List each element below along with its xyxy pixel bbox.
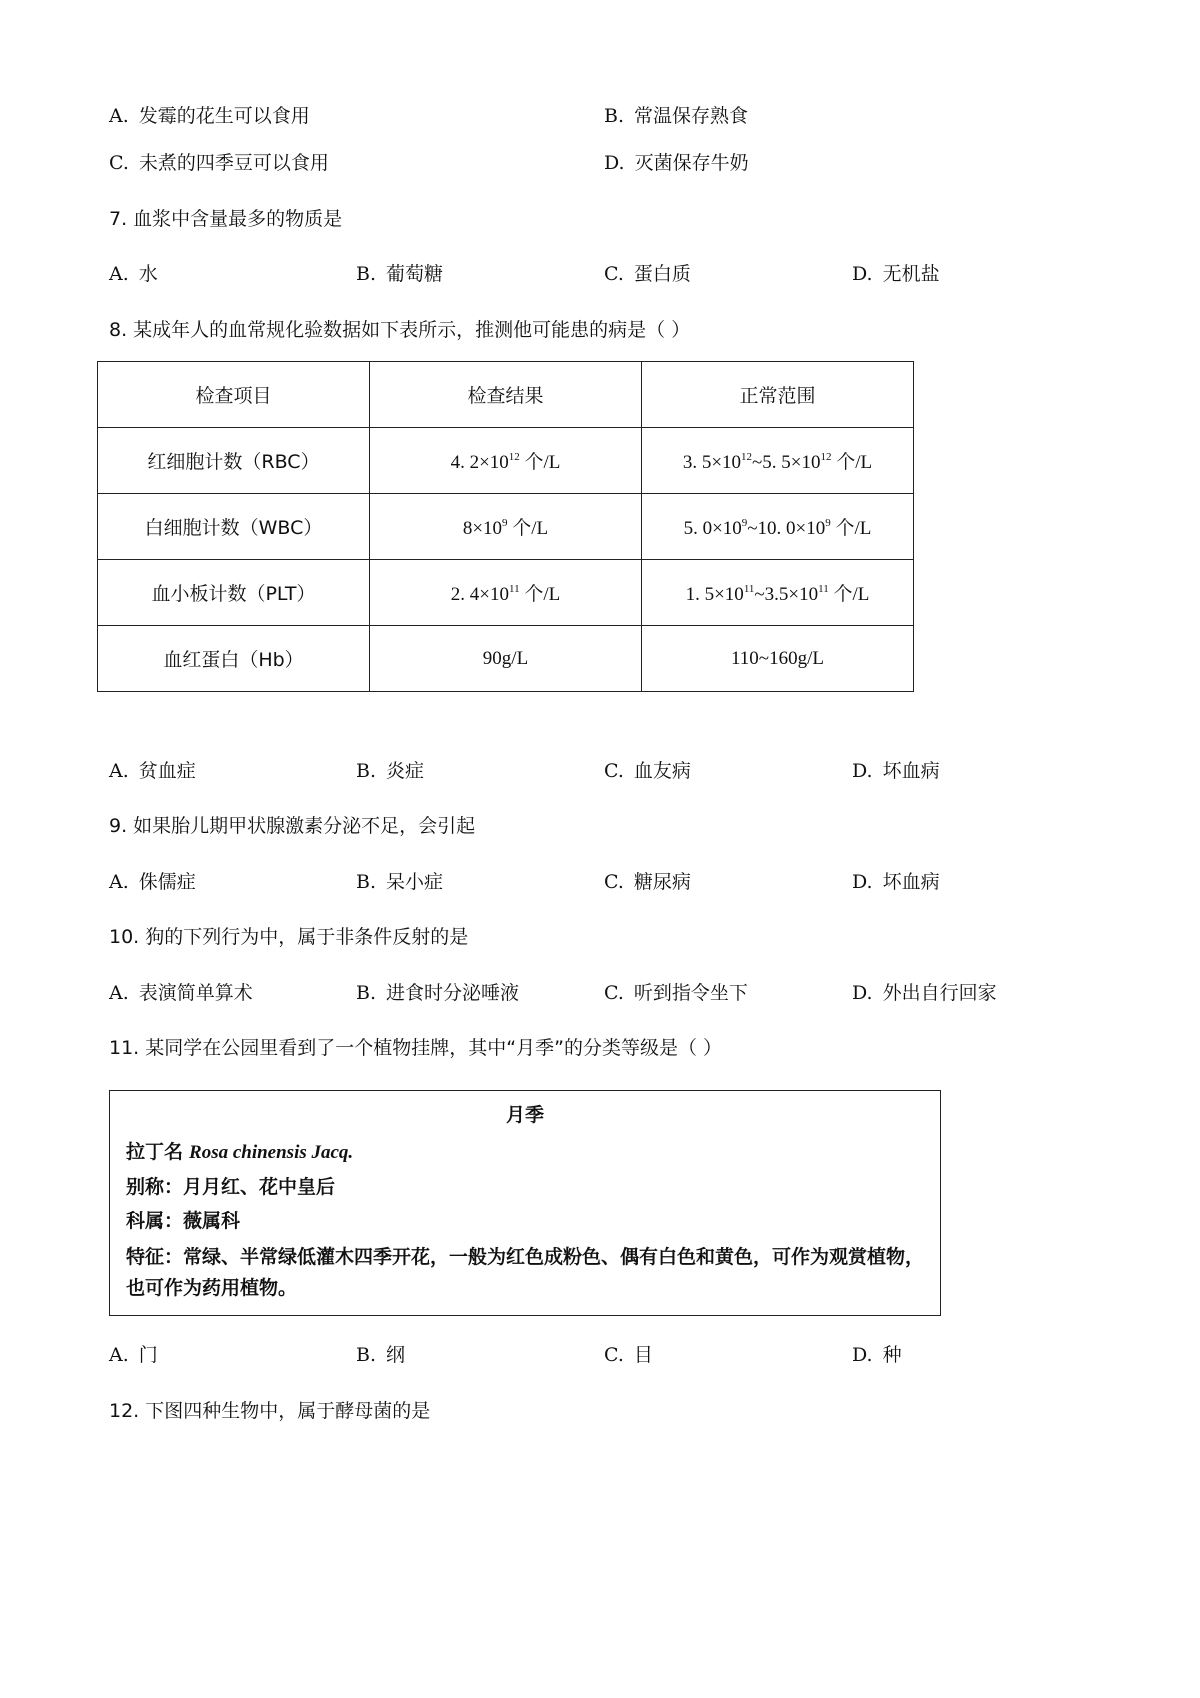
card-features: 特征：常绿、半常绿低灌木四季开花，一般为红色成粉色、偶有白色和黄色，可作为观赏植物，也可作为药用植物。	[126, 1246, 925, 1299]
q9-option-c	[604, 869, 691, 895]
q10-stem: 10. 狗的下列行为中，属于非条件反射的是	[109, 926, 469, 948]
card-family: 科属：薇属科	[126, 1210, 241, 1232]
q9-option-d	[852, 869, 940, 895]
option-letter: B.	[356, 760, 377, 782]
option-letter: C.	[109, 152, 129, 174]
q7-stem: 7. 血浆中含量最多的物质是	[109, 208, 343, 230]
q11-option-d	[852, 1342, 902, 1368]
card-title: 月季	[505, 1104, 544, 1126]
table-row	[98, 428, 914, 494]
q6-option-c	[109, 150, 329, 176]
option-letter: D.	[852, 760, 873, 782]
option-text: 侏儒症	[138, 871, 196, 893]
q8-option-c	[604, 758, 691, 784]
cell-item: 白细胞计数（WBC）	[98, 494, 370, 560]
option-text: 葡萄糖	[386, 263, 444, 285]
q11-option-b	[356, 1342, 405, 1368]
q7-option-b	[356, 261, 443, 287]
option-letter: B.	[356, 871, 377, 893]
option-letter: C.	[604, 871, 624, 893]
option-letter: C.	[604, 1344, 624, 1366]
option-text: 血友病	[633, 760, 691, 782]
q9-option-a	[109, 869, 196, 895]
cell-range: 1. $5\times 10^{11}\sim 3.5\times 10^{11}$ 个/L	[642, 560, 914, 626]
table-row	[98, 560, 914, 626]
option-letter: D.	[604, 152, 625, 174]
option-text: 外出自行回家	[882, 982, 997, 1004]
option-letter: D.	[852, 263, 873, 285]
option-letter: A.	[109, 105, 129, 127]
cell-result: $8\times 10^9$ 个/L	[370, 494, 642, 560]
q7-option-a	[109, 261, 158, 287]
blood-test-table	[97, 361, 914, 692]
option-text: 坏血病	[882, 871, 940, 893]
q8-option-b	[356, 758, 424, 784]
q10-option-b	[356, 980, 519, 1006]
header-result: 检查结果	[370, 362, 642, 428]
option-letter: B.	[356, 982, 377, 1004]
table-row	[98, 494, 914, 560]
option-text: 贫血症	[138, 760, 196, 782]
option-text: 目	[633, 1344, 653, 1366]
cell-result: 2. $4\times 10^{11}$ 个/L	[370, 560, 642, 626]
q8-option-d	[852, 758, 940, 784]
option-letter: A.	[109, 1344, 129, 1366]
cell-range: 110~160g/L	[642, 626, 914, 692]
latin-label: 拉丁名	[126, 1141, 184, 1163]
option-text: 糖尿病	[633, 871, 691, 893]
option-text: 进食时分泌唾液	[386, 982, 520, 1004]
q10-option-c	[604, 980, 748, 1006]
q7-option-c	[604, 261, 691, 287]
card-latin-row	[126, 1135, 924, 1170]
cell-item: 血小板计数（PLT）	[98, 560, 370, 626]
q6-option-a	[109, 103, 310, 129]
option-text: 种	[882, 1344, 902, 1366]
option-text: 无机盐	[882, 263, 940, 285]
cell-item: 血红蛋白（Hb）	[98, 626, 370, 692]
q10-option-a	[109, 980, 253, 1006]
card-alias: 别称：月月红、花中皇后	[126, 1176, 336, 1198]
option-letter: A.	[109, 760, 129, 782]
option-text: 纲	[386, 1344, 406, 1366]
header-item: 检查项目	[98, 362, 370, 428]
header-range: 正常范围	[642, 362, 914, 428]
option-text: 炎症	[386, 760, 425, 782]
option-text: 听到指令坐下	[633, 982, 748, 1004]
option-letter: C.	[604, 982, 624, 1004]
option-letter: B.	[356, 263, 377, 285]
option-letter: D.	[852, 871, 873, 893]
option-text: 水	[138, 263, 158, 285]
q7-option-d	[852, 261, 940, 287]
q11-stem: 11. 某同学在公园里看到了一个植物挂牌，其中“月季”的分类等级是（ ）	[109, 1037, 722, 1059]
option-text: 蛋白质	[633, 263, 691, 285]
q6-option-d	[604, 150, 749, 176]
cell-range: 5. $0\times 10^9\sim 10$. $0\times 10^9$ 个/L	[642, 494, 914, 560]
cell-result: 4. $2\times 10^{12}$ 个/L	[370, 428, 642, 494]
cell-item: 红细胞计数（RBC）	[98, 428, 370, 494]
q11-option-c	[604, 1342, 653, 1368]
option-text: 常温保存熟食	[634, 105, 749, 127]
option-letter: D.	[852, 982, 873, 1004]
table-row	[98, 626, 914, 692]
option-text: 灭菌保存牛奶	[634, 152, 749, 174]
option-text: 未煮的四季豆可以食用	[138, 152, 329, 174]
q9-option-b	[356, 869, 443, 895]
option-letter: C.	[604, 263, 624, 285]
q10-option-d	[852, 980, 997, 1006]
option-text: 呆小症	[386, 871, 444, 893]
table-header-row	[98, 362, 914, 428]
q12-stem: 12. 下图四种生物中，属于酵母菌的是	[109, 1400, 431, 1422]
option-letter: D.	[852, 1344, 873, 1366]
option-letter: C.	[604, 760, 624, 782]
q6-option-b	[604, 103, 748, 129]
plant-label-card	[109, 1090, 941, 1316]
cell-range: 3. $5\times 10^{12}\sim 5$. $5\times 10^{12}$ 个/L	[642, 428, 914, 494]
option-text: 坏血病	[882, 760, 940, 782]
option-letter: B.	[604, 105, 625, 127]
q8-stem: 8. 某成年人的血常规化验数据如下表所示，推测他可能患的病是（ ）	[109, 319, 691, 341]
option-letter: B.	[356, 1344, 377, 1366]
latin-name: Rosa chinensis Jacq.	[189, 1142, 354, 1163]
q9-stem: 9. 如果胎儿期甲状腺激素分泌不足，会引起	[109, 815, 476, 837]
option-letter: A.	[109, 871, 129, 893]
option-letter: A.	[109, 982, 129, 1004]
option-text: 表演简单算术	[138, 982, 253, 1004]
option-text: 发霉的花生可以食用	[138, 105, 310, 127]
option-letter: A.	[109, 263, 129, 285]
option-text: 门	[138, 1344, 158, 1366]
q11-option-a	[109, 1342, 158, 1368]
q8-option-a	[109, 758, 196, 784]
cell-result: 90g/L	[370, 626, 642, 692]
